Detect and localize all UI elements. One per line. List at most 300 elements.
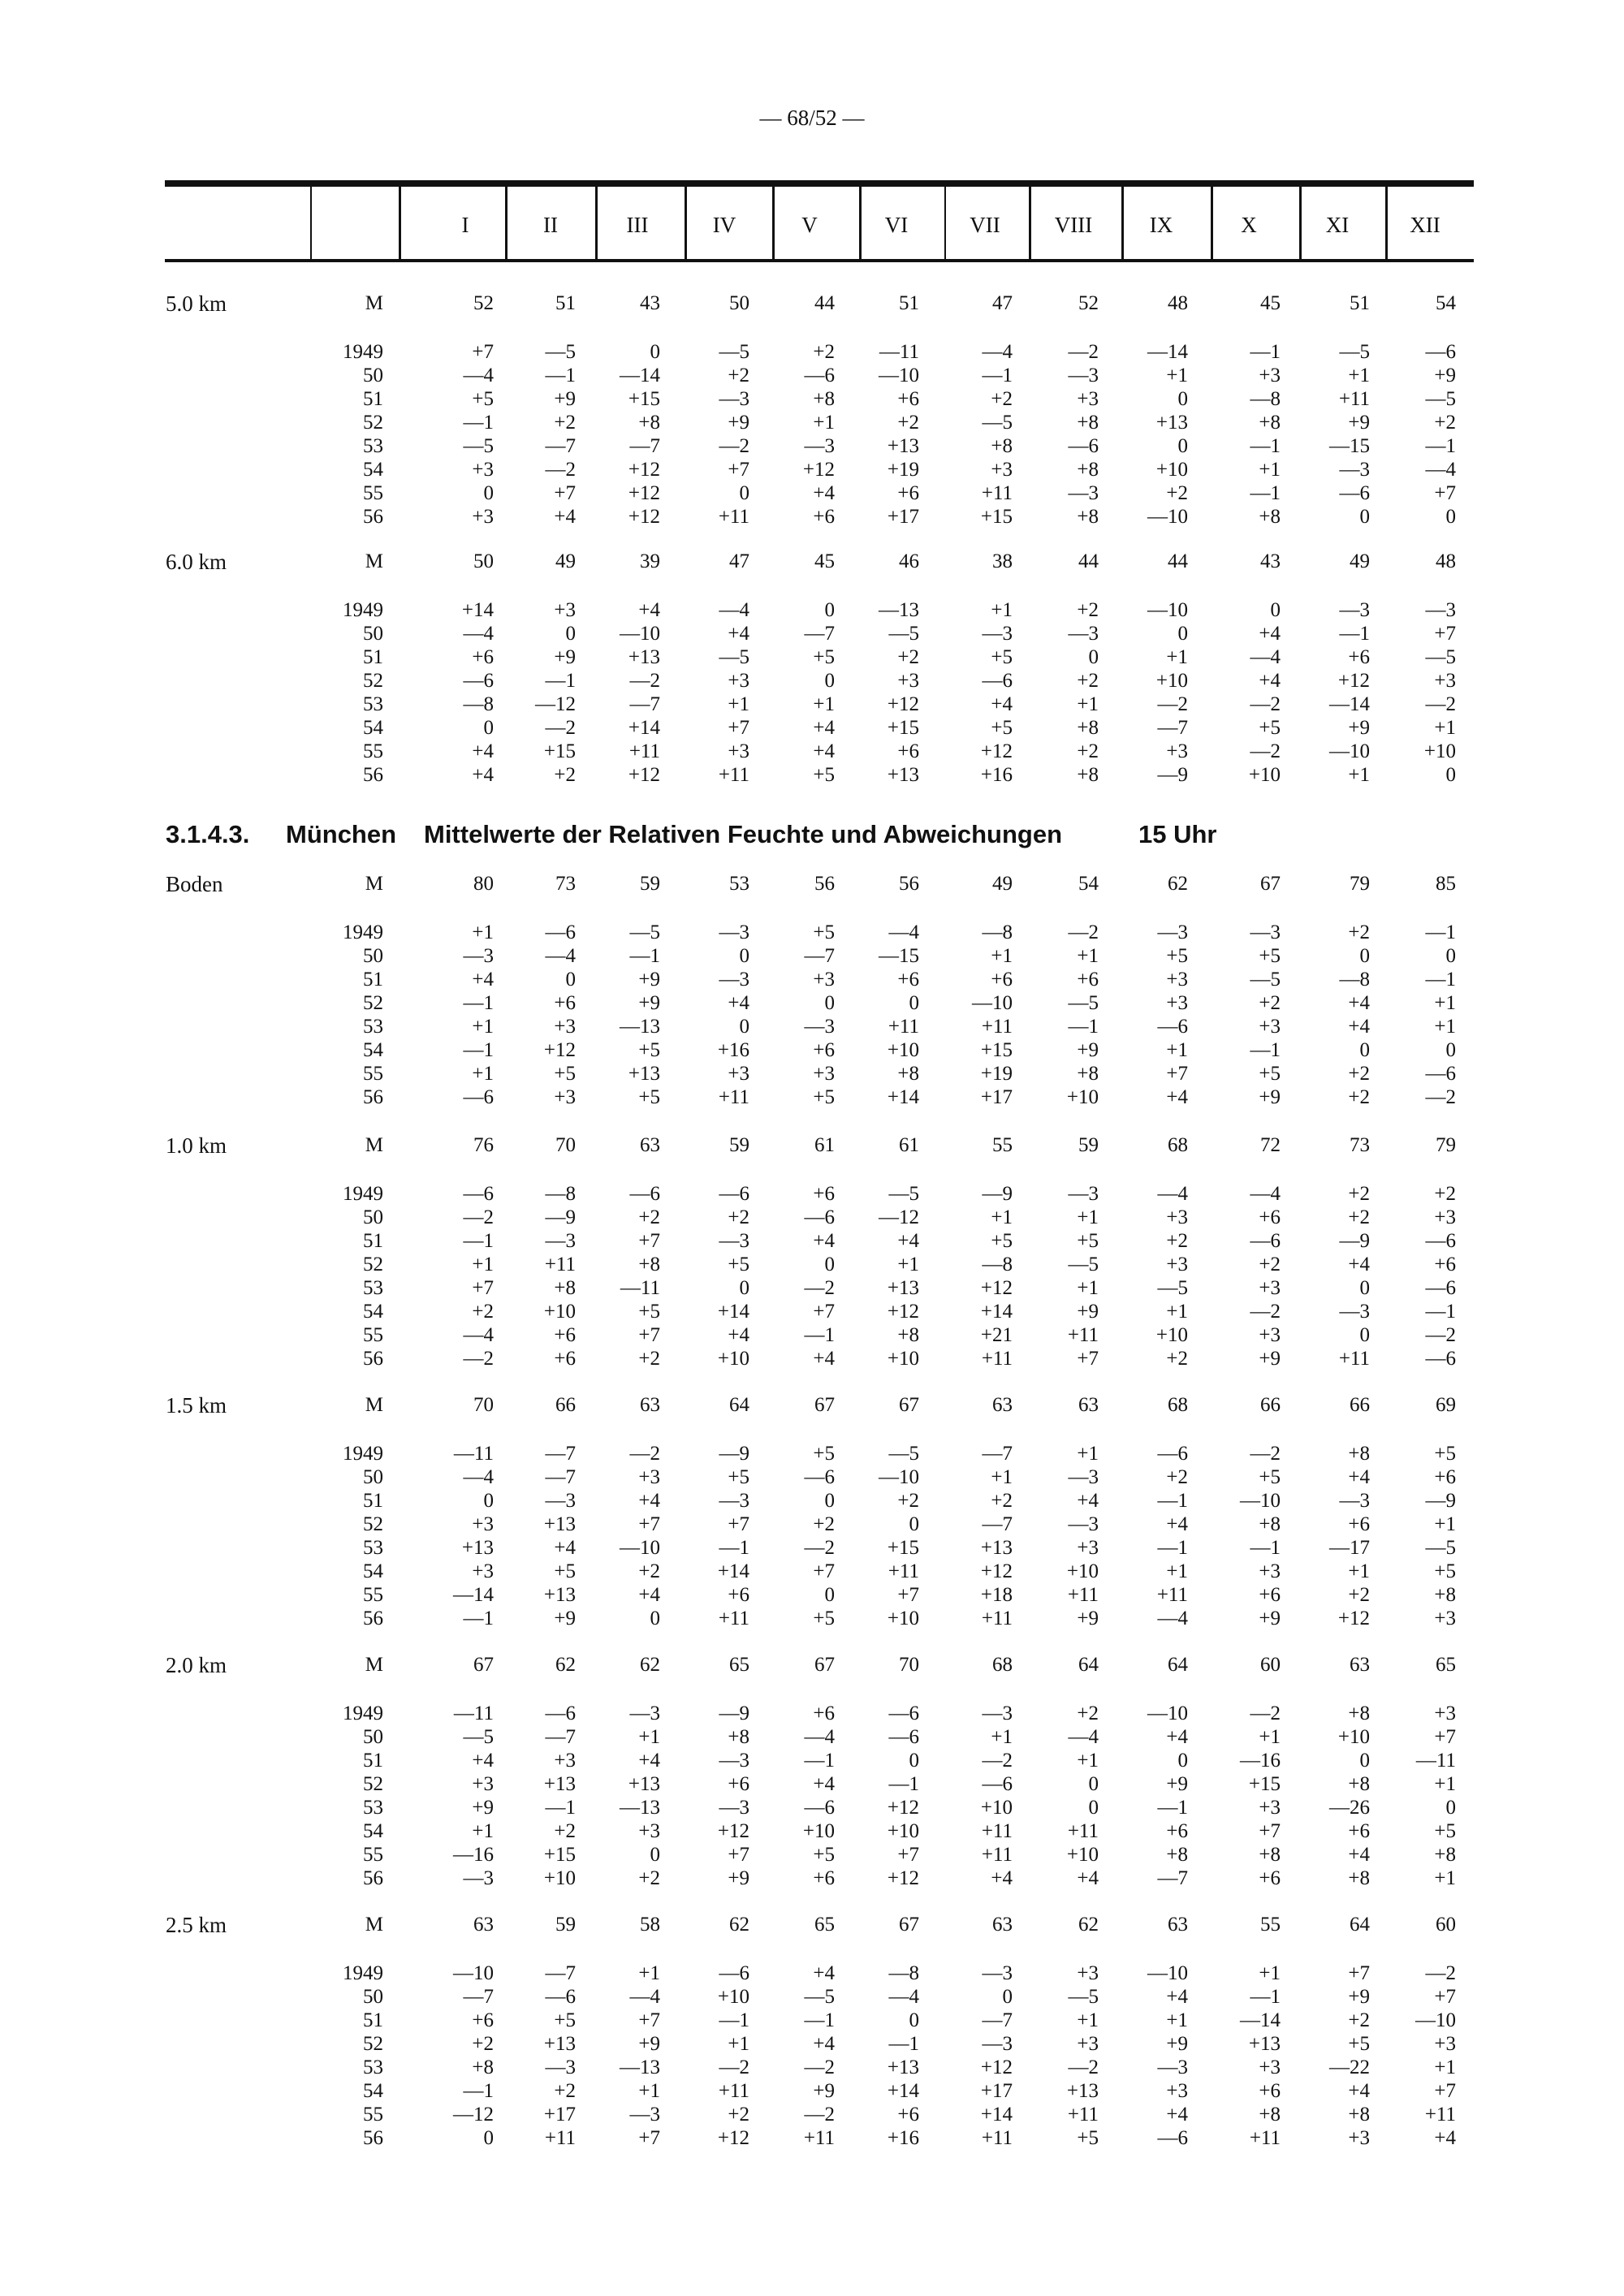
- table-cell: +7: [728, 1844, 749, 1866]
- table-cell: —12: [879, 1206, 919, 1228]
- mean-label: M: [365, 1394, 383, 1416]
- table-cell: 0: [824, 1584, 835, 1606]
- table-cell: +4: [728, 992, 749, 1014]
- table-cell: 0: [483, 1490, 494, 1512]
- mean-label: M: [365, 873, 383, 895]
- table-cell: +5: [554, 2009, 576, 2031]
- table-cell: —26: [1329, 1797, 1370, 1819]
- table-cell: 67: [899, 1914, 919, 1936]
- table-cell: +11: [1067, 1324, 1099, 1346]
- table-cell: +2: [554, 764, 576, 786]
- table-cell: +1: [1077, 2009, 1099, 2031]
- table-cell: +12: [980, 1560, 1013, 1582]
- table-cell: +1: [1434, 1773, 1456, 1795]
- table-cell: +4: [728, 1324, 749, 1346]
- table-cell: +7: [813, 1301, 835, 1323]
- table-cell: +13: [628, 1773, 660, 1795]
- table-cell: —1: [804, 1750, 835, 1772]
- table-cell: —5: [982, 412, 1013, 434]
- table-cell: +9: [554, 1608, 576, 1629]
- table-cell: +5: [991, 646, 1013, 668]
- table-cell: +6: [897, 740, 919, 762]
- table-cell: 67: [473, 1654, 494, 1676]
- table-cell: 46: [899, 550, 919, 572]
- table-cell: 63: [640, 1394, 660, 1416]
- table-cell: —9: [719, 1703, 749, 1724]
- table-cell: +10: [1248, 764, 1281, 786]
- mean-label: M: [365, 292, 383, 314]
- table-cell: 56: [899, 873, 919, 895]
- column-divider: [1211, 187, 1213, 260]
- table-cell: 70: [555, 1134, 576, 1156]
- table-cell: +2: [1166, 1348, 1188, 1370]
- year-label: 50: [363, 1986, 383, 2008]
- table-cell: —2: [1425, 1324, 1456, 1346]
- table-cell: +10: [717, 1986, 749, 2008]
- table-cell: —4: [463, 365, 494, 386]
- table-cell: —11: [453, 1703, 494, 1724]
- table-cell: —3: [1068, 1513, 1099, 1535]
- table-cell: +5: [728, 1466, 749, 1488]
- table-cell: +4: [1348, 1016, 1370, 1038]
- table-cell: +4: [1166, 1726, 1188, 1748]
- table-cell: +6: [554, 992, 576, 1014]
- table-cell: +2: [897, 412, 919, 434]
- table-cell: —6: [804, 1206, 835, 1228]
- table-cell: +7: [554, 482, 576, 504]
- table-cell: +12: [717, 1820, 749, 1842]
- table-cell: +8: [1348, 2104, 1370, 2126]
- table-cell: +14: [887, 1086, 919, 1108]
- table-cell: +4: [472, 969, 494, 990]
- table-cell: +1: [1077, 1750, 1099, 1772]
- table-cell: +3: [554, 1750, 576, 1772]
- table-cell: +2: [472, 1301, 494, 1323]
- month-header: III: [626, 213, 649, 237]
- table-cell: +13: [1248, 2033, 1281, 2055]
- table-cell: +6: [991, 969, 1013, 990]
- table-cell: +1: [1166, 365, 1188, 386]
- table-cell: +15: [1248, 1773, 1281, 1795]
- table-cell: —3: [719, 969, 749, 990]
- table-cell: —5: [1157, 1277, 1188, 1299]
- table-cell: 0: [1359, 506, 1370, 528]
- table-cell: +11: [628, 740, 660, 762]
- table-cell: 0: [909, 1750, 919, 1772]
- table-cell: +5: [638, 1301, 660, 1323]
- table-cell: +5: [1077, 2127, 1099, 2149]
- table-cell: +11: [981, 1820, 1013, 1842]
- mean-label: M: [365, 550, 383, 572]
- table-cell: +1: [1166, 1301, 1188, 1323]
- table-cell: 0: [1177, 1750, 1188, 1772]
- table-cell: —5: [1068, 1986, 1099, 2008]
- table-cell: +6: [1348, 646, 1370, 668]
- table-cell: +4: [638, 1750, 660, 1772]
- table-cell: +1: [728, 2033, 749, 2055]
- table-cell: —11: [620, 1277, 660, 1299]
- table-cell: —3: [1339, 599, 1370, 621]
- table-cell: —3: [719, 1750, 749, 1772]
- column-divider: [685, 187, 687, 260]
- table-cell: —5: [1425, 1537, 1456, 1559]
- table-cell: +11: [981, 1016, 1013, 1038]
- table-cell: +11: [1156, 1584, 1188, 1606]
- table-cell: +3: [1259, 1324, 1281, 1346]
- table-cell: +2: [728, 365, 749, 386]
- table-cell: —5: [545, 341, 576, 363]
- table-cell: 0: [565, 623, 576, 645]
- table-cell: +6: [813, 506, 835, 528]
- table-cell: +8: [638, 412, 660, 434]
- year-label: 55: [363, 1844, 383, 1866]
- table-cell: +1: [1077, 1206, 1099, 1228]
- table-cell: +11: [888, 1560, 919, 1582]
- table-cell: +1: [991, 1466, 1013, 1488]
- table-cell: —6: [1339, 482, 1370, 504]
- table-cell: —1: [1157, 1797, 1188, 1819]
- table-cell: +4: [1348, 1844, 1370, 1866]
- table-cell: +5: [991, 1230, 1013, 1252]
- table-cell: —6: [545, 921, 576, 943]
- table-cell: —3: [719, 1797, 749, 1819]
- table-cell: +1: [728, 693, 749, 715]
- table-cell: +5: [1259, 945, 1281, 967]
- table-cell: 0: [483, 482, 494, 504]
- table-cell: +5: [813, 1608, 835, 1629]
- table-cell: +17: [887, 506, 919, 528]
- table-cell: 66: [1260, 1394, 1281, 1416]
- year-label: 1949: [343, 1962, 383, 1984]
- table-cell: +8: [1259, 1844, 1281, 1866]
- month-header: XI: [1325, 213, 1350, 237]
- year-label: 1949: [343, 1443, 383, 1465]
- table-cell: 0: [824, 670, 835, 692]
- table-cell: 48: [1436, 550, 1456, 572]
- table-cell: +4: [1166, 1986, 1188, 2008]
- year-label: 51: [363, 969, 383, 990]
- table-cell: —4: [804, 1726, 835, 1748]
- table-cell: —8: [982, 1254, 1013, 1275]
- table-cell: +11: [888, 1016, 919, 1038]
- year-label: 53: [363, 1277, 383, 1299]
- table-cell: 79: [1350, 873, 1370, 895]
- year-label: 54: [363, 2080, 383, 2102]
- table-cell: —5: [1068, 1254, 1099, 1275]
- table-cell: +3: [554, 1016, 576, 1038]
- table-cell: +1: [472, 1254, 494, 1275]
- table-cell: +1: [991, 1206, 1013, 1228]
- table-cell: +3: [1434, 1703, 1456, 1724]
- table-cell: +1: [1348, 1560, 1370, 1582]
- table-cell: +6: [1259, 1584, 1281, 1606]
- table-cell: —9: [719, 1443, 749, 1465]
- year-label: 53: [363, 693, 383, 715]
- table-cell: —6: [719, 1183, 749, 1205]
- table-cell: +11: [981, 1608, 1013, 1629]
- table-cell: 68: [992, 1654, 1013, 1676]
- table-cell: +5: [1259, 1466, 1281, 1488]
- year-label: 56: [363, 1348, 383, 1370]
- table-cell: —3: [804, 435, 835, 457]
- table-cell: +12: [887, 1867, 919, 1889]
- table-cell: +7: [1434, 1986, 1456, 2008]
- year-label: 53: [363, 1797, 383, 1819]
- table-cell: +5: [638, 1039, 660, 1061]
- table-cell: 60: [1436, 1914, 1456, 1936]
- table-cell: +13: [887, 1277, 919, 1299]
- table-cell: +3: [1259, 1016, 1281, 1038]
- table-cell: +8: [1434, 1584, 1456, 1606]
- table-cell: +19: [980, 1063, 1013, 1085]
- table-cell: +11: [981, 2127, 1013, 2149]
- table-cell: +17: [980, 2080, 1013, 2102]
- table-cell: +16: [717, 1039, 749, 1061]
- table-cell: —7: [982, 1443, 1013, 1465]
- table-cell: +9: [728, 412, 749, 434]
- year-label: 56: [363, 1608, 383, 1629]
- table-cell: +2: [554, 2080, 576, 2102]
- table-cell: +1: [813, 693, 835, 715]
- table-cell: —6: [1425, 341, 1456, 363]
- altitude-label: 1.0 km: [166, 1133, 227, 1158]
- table-cell: +10: [1337, 1726, 1370, 1748]
- table-cell: +13: [628, 1063, 660, 1085]
- table-cell: 52: [473, 292, 494, 314]
- table-cell: 67: [899, 1394, 919, 1416]
- table-cell: 0: [1088, 1773, 1099, 1795]
- table-cell: +2: [1348, 2009, 1370, 2031]
- table-cell: 59: [729, 1134, 749, 1156]
- table-cell: —3: [719, 1230, 749, 1252]
- table-cell: +13: [543, 2033, 576, 2055]
- table-cell: —2: [804, 2056, 835, 2078]
- table-cell: —7: [545, 1962, 576, 1984]
- table-cell: 0: [1002, 1986, 1013, 2008]
- table-cell: +3: [1259, 365, 1281, 386]
- table-cell: +18: [980, 1584, 1013, 1606]
- table-cell: —4: [888, 1986, 919, 2008]
- table-cell: +12: [980, 2056, 1013, 2078]
- table-cell: 63: [992, 1394, 1013, 1416]
- year-label: 54: [363, 1039, 383, 1061]
- table-cell: 0: [1359, 1039, 1370, 1061]
- table-cell: —11: [453, 1443, 494, 1465]
- table-cell: +11: [718, 506, 749, 528]
- year-label: 50: [363, 365, 383, 386]
- month-header: VI: [884, 213, 909, 237]
- table-cell: 68: [1168, 1134, 1188, 1156]
- table-cell: —8: [463, 693, 494, 715]
- table-cell: +7: [472, 341, 494, 363]
- table-cell: +17: [543, 2104, 576, 2126]
- table-cell: 63: [1078, 1394, 1099, 1416]
- year-label: 52: [363, 992, 383, 1014]
- table-cell: 62: [1078, 1914, 1099, 1936]
- table-cell: —6: [629, 1183, 660, 1205]
- table-cell: +3: [1434, 1608, 1456, 1629]
- table-cell: —1: [545, 1797, 576, 1819]
- table-cell: 59: [555, 1914, 576, 1936]
- table-cell: +11: [1067, 1584, 1099, 1606]
- table-cell: +7: [472, 1277, 494, 1299]
- mean-label: M: [365, 1134, 383, 1156]
- table-cell: +7: [638, 2009, 660, 2031]
- table-cell: —1: [1339, 623, 1370, 645]
- year-label: 55: [363, 1584, 383, 1606]
- year-label: 56: [363, 2127, 383, 2149]
- table-cell: +11: [1338, 1348, 1370, 1370]
- table-cell: +2: [1166, 1230, 1188, 1252]
- table-cell: +5: [1259, 1063, 1281, 1085]
- table-cell: —1: [463, 2080, 494, 2102]
- table-cell: +5: [472, 388, 494, 410]
- table-cell: +11: [981, 1844, 1013, 1866]
- table-cell: +1: [1434, 2056, 1456, 2078]
- table-cell: 0: [1445, 1039, 1456, 1061]
- table-cell: 44: [1168, 550, 1188, 572]
- table-cell: +3: [638, 1466, 660, 1488]
- table-cell: 0: [1445, 506, 1456, 528]
- table-cell: +9: [1166, 2033, 1188, 2055]
- table-cell: —6: [719, 1962, 749, 1984]
- table-cell: —5: [629, 921, 660, 943]
- table-cell: +3: [1166, 992, 1188, 1014]
- table-cell: —3: [1068, 482, 1099, 504]
- table-cell: +9: [638, 969, 660, 990]
- table-cell: +4: [1259, 623, 1281, 645]
- table-cell: —7: [1157, 717, 1188, 739]
- table-cell: —2: [545, 459, 576, 481]
- table-cell: 76: [473, 1134, 494, 1156]
- table-cell: +5: [813, 1086, 835, 1108]
- table-cell: +6: [554, 1348, 576, 1370]
- table-cell: +12: [802, 459, 835, 481]
- table-cell: +13: [543, 1773, 576, 1795]
- table-cell: +3: [1259, 1560, 1281, 1582]
- table-cell: +2: [1434, 412, 1456, 434]
- table-cell: —6: [888, 1703, 919, 1724]
- table-cell: +3: [728, 670, 749, 692]
- altitude-label: 1.5 km: [166, 1393, 227, 1418]
- table-cell: +8: [813, 388, 835, 410]
- table-cell: +21: [980, 1324, 1013, 1346]
- table-cell: —3: [1157, 921, 1188, 943]
- table-cell: +8: [638, 1254, 660, 1275]
- table-cell: +10: [887, 1820, 919, 1842]
- table-cell: —2: [1068, 921, 1099, 943]
- table-cell: +8: [991, 435, 1013, 457]
- table-cell: +6: [897, 388, 919, 410]
- table-cell: +9: [638, 2033, 660, 2055]
- table-cell: +9: [1077, 1608, 1099, 1629]
- table-cell: +3: [728, 740, 749, 762]
- year-label: 56: [363, 506, 383, 528]
- table-cell: +3: [1434, 2033, 1456, 2055]
- table-cell: +8: [1077, 506, 1099, 528]
- table-cell: +6: [813, 1039, 835, 1061]
- table-cell: +1: [472, 1016, 494, 1038]
- table-cell: 62: [1168, 873, 1188, 895]
- table-cell: +1: [1077, 1277, 1099, 1299]
- column-divider: [595, 187, 598, 260]
- table-cell: +7: [728, 717, 749, 739]
- table-cell: +8: [897, 1324, 919, 1346]
- table-cell: +2: [991, 388, 1013, 410]
- month-header: V: [801, 213, 818, 237]
- table-cell: +6: [728, 1584, 749, 1606]
- table-cell: —6: [1157, 1443, 1188, 1465]
- table-cell: —9: [982, 1183, 1013, 1205]
- table-cell: —1: [1425, 921, 1456, 943]
- table-cell: —11: [879, 341, 919, 363]
- year-label: 55: [363, 482, 383, 504]
- table-cell: +6: [1434, 1254, 1456, 1275]
- table-cell: +4: [813, 482, 835, 504]
- table-cell: +5: [1434, 1820, 1456, 1842]
- table-cell: +9: [728, 1867, 749, 1889]
- table-cell: +3: [472, 459, 494, 481]
- table-cell: 0: [1177, 388, 1188, 410]
- table-cell: 63: [1350, 1654, 1370, 1676]
- table-cell: +9: [813, 2080, 835, 2102]
- table-cell: —6: [888, 1726, 919, 1748]
- table-cell: +2: [897, 646, 919, 668]
- table-cell: +4: [1077, 1490, 1099, 1512]
- table-cell: —22: [1329, 2056, 1370, 2078]
- table-cell: +4: [1348, 1466, 1370, 1488]
- year-label: 1949: [343, 341, 383, 363]
- table-cell: +5: [1077, 1230, 1099, 1252]
- table-cell: +17: [980, 1086, 1013, 1108]
- table-cell: +12: [628, 506, 660, 528]
- table-cell: +1: [638, 2080, 660, 2102]
- table-cell: +7: [1077, 1348, 1099, 1370]
- table-cell: +4: [1348, 1254, 1370, 1275]
- table-cell: +1: [991, 599, 1013, 621]
- table-cell: +8: [1259, 2104, 1281, 2126]
- table-cell: —7: [982, 2009, 1013, 2031]
- column-divider: [310, 187, 312, 260]
- month-header: XII: [1410, 213, 1440, 237]
- table-cell: +13: [543, 1584, 576, 1606]
- table-cell: 0: [565, 969, 576, 990]
- table-cell: —1: [804, 1324, 835, 1346]
- section-title: Mittelwerte der Relativen Feuchte und Abweichungen: [424, 820, 1063, 848]
- table-cell: —9: [1425, 1490, 1456, 1512]
- table-cell: —2: [463, 1348, 494, 1370]
- table-cell: +2: [1077, 740, 1099, 762]
- table-cell: +8: [1259, 1513, 1281, 1535]
- table-cell: 54: [1078, 873, 1099, 895]
- table-cell: +3: [813, 969, 835, 990]
- table-cell: +4: [813, 1962, 835, 1984]
- table-cell: 51: [1350, 292, 1370, 314]
- table-cell: —6: [1068, 435, 1099, 457]
- table-cell: +4: [472, 1750, 494, 1772]
- table-cell: +3: [1166, 1206, 1188, 1228]
- table-cell: +2: [472, 2033, 494, 2055]
- month-header: IX: [1149, 213, 1173, 237]
- table-cell: +9: [554, 388, 576, 410]
- table-cell: +2: [897, 1490, 919, 1512]
- table-cell: 0: [1359, 1277, 1370, 1299]
- table-cell: —5: [463, 435, 494, 457]
- table-cell: +1: [638, 1726, 660, 1748]
- table-cell: +10: [980, 1797, 1013, 1819]
- table-cell: 0: [824, 1490, 835, 1512]
- table-cell: —3: [629, 1703, 660, 1724]
